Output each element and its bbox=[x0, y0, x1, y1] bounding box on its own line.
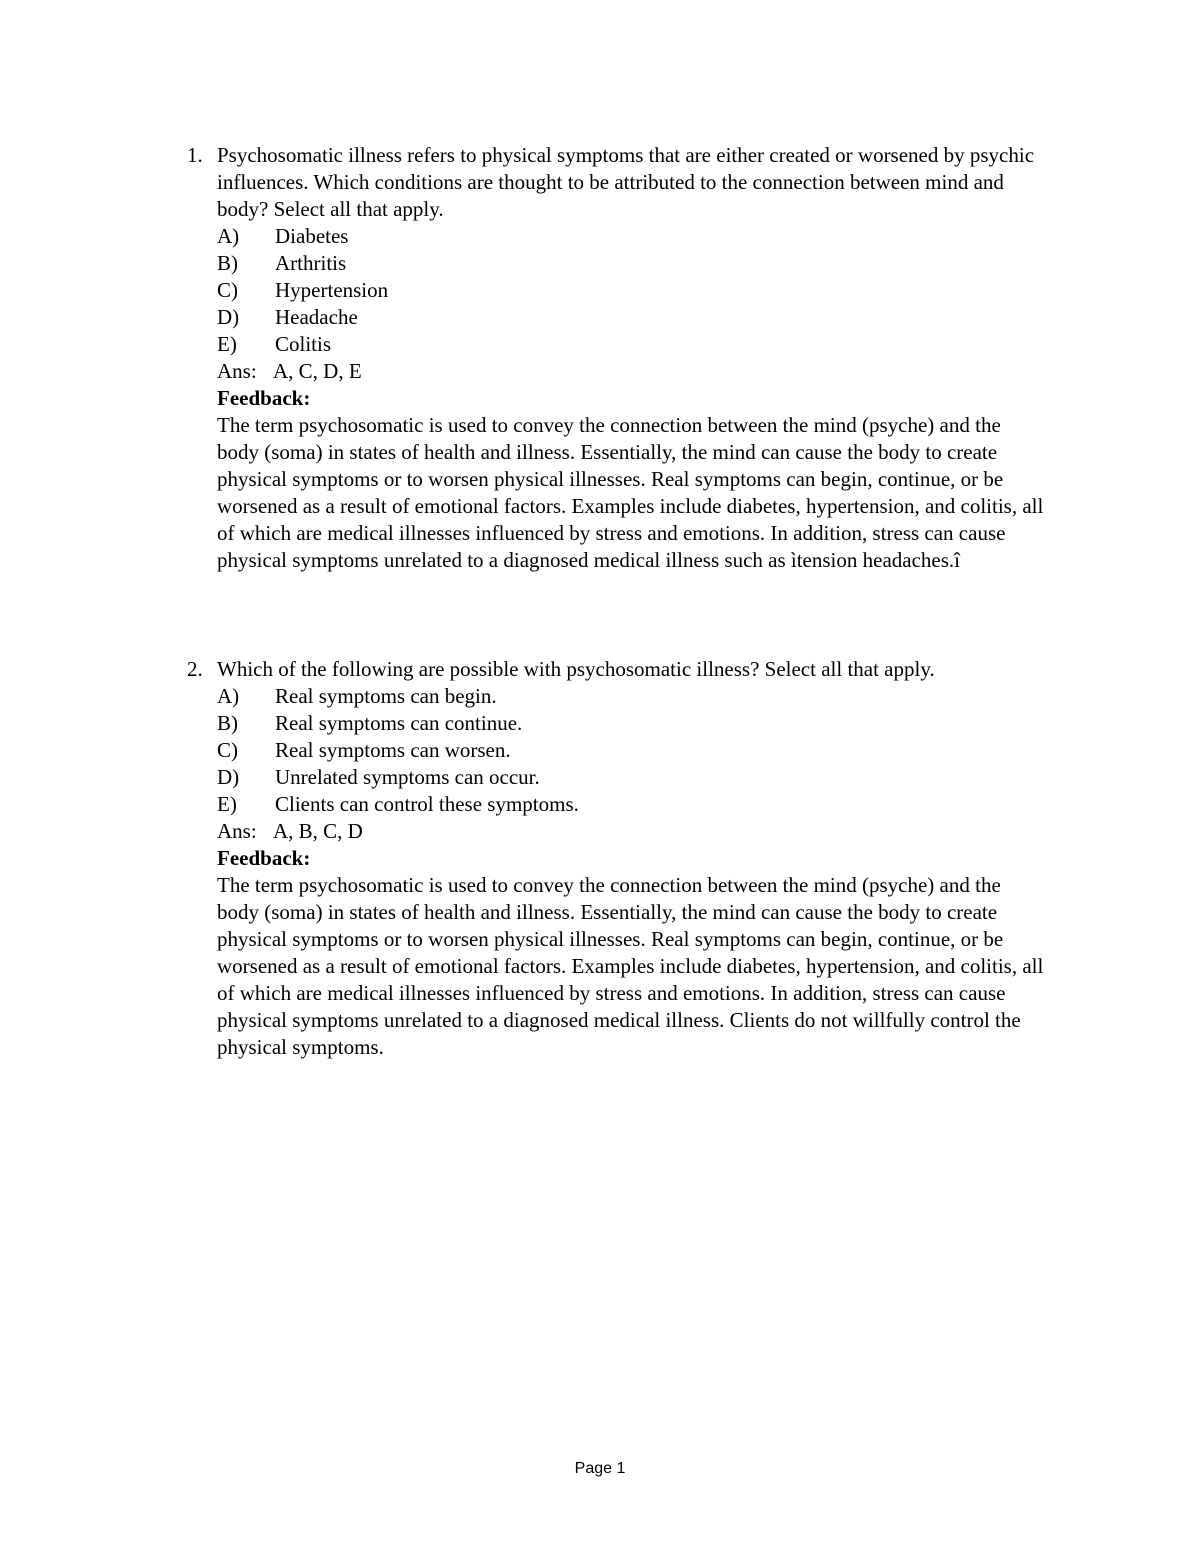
option-text: Real symptoms can begin. bbox=[275, 684, 497, 708]
question-number: 1. bbox=[187, 143, 203, 167]
question-stem: Which of the following are possible with psychosomatic illness? Select all that apply. bbox=[217, 657, 935, 681]
feedback-text: The term psychosomatic is used to convey the connection between the mind (psyche) and the body (soma) in states of health and illness. Essentially, the mind can cause the body to create physical symptoms or to worsen physical illnesses. Real symptoms can begin, continue, or be worsened as a result of emotional factors. Examples include diabetes, hypertension, and colitis, all of which are medical illnesses influenced by stress and emotions. In addition, stress can cause physical symptoms unrelated to a diagnosed medical illness. Clients do not willfully control the physical symptoms. bbox=[217, 873, 1044, 1059]
option-text: Hypertension bbox=[275, 278, 389, 302]
answer-options bbox=[217, 683, 1047, 818]
option-text: Arthritis bbox=[275, 251, 347, 275]
option-d bbox=[217, 304, 1047, 331]
option-letter: E) bbox=[217, 332, 237, 356]
feedback-text: The term psychosomatic is used to convey the connection between the mind (psyche) and the body (soma) in states of health and illness. Essentially, the mind can cause the body to create physical symptoms or to worsen physical illnesses. Real symptoms can begin, continue, or be worsened as a result of emotional factors. Examples include diabetes, hypertension, and colitis, all of which are medical illnesses influenced by stress and emotions. In addition, stress can cause physical symptoms unrelated to a diagnosed medical illness such as ìtension headaches.î bbox=[217, 413, 1044, 572]
option-text: Real symptoms can continue. bbox=[275, 711, 523, 735]
answer-key bbox=[217, 818, 1047, 845]
question-row bbox=[187, 656, 1047, 1061]
option-letter: A) bbox=[217, 224, 240, 248]
option-letter: E) bbox=[217, 792, 237, 816]
answer-options bbox=[217, 223, 1047, 358]
option-text: Clients can control these symptoms. bbox=[275, 792, 579, 816]
answer-value: A, B, C, D bbox=[273, 819, 363, 843]
option-text: Colitis bbox=[275, 332, 332, 356]
feedback-heading: Feedback: bbox=[217, 386, 311, 410]
option-a bbox=[217, 223, 1047, 250]
option-b bbox=[217, 250, 1047, 277]
question-number: 2. bbox=[187, 657, 203, 681]
option-text: Unrelated symptoms can occur. bbox=[275, 765, 540, 789]
question-body bbox=[217, 142, 1047, 574]
question-row bbox=[187, 142, 1047, 574]
question-2 bbox=[187, 656, 1047, 1061]
option-a bbox=[217, 683, 1047, 710]
answer-label: Ans: bbox=[217, 819, 257, 843]
option-letter: B) bbox=[217, 251, 238, 275]
option-d bbox=[217, 764, 1047, 791]
question-body bbox=[217, 656, 1047, 1061]
option-letter: C) bbox=[217, 278, 238, 302]
page-footer: Page 1 bbox=[574, 1460, 626, 1477]
option-text: Diabetes bbox=[275, 224, 349, 248]
option-e bbox=[217, 791, 1047, 818]
question-stem: Psychosomatic illness refers to physical symptoms that are either created or worsened by psychic influences. Which conditions are thought to be attributed to the connection between mind and body? Select all that apply. bbox=[217, 143, 1035, 221]
option-text: Real symptoms can worsen. bbox=[275, 738, 511, 762]
option-letter: A) bbox=[217, 684, 240, 708]
option-letter: D) bbox=[217, 765, 240, 789]
question-1 bbox=[187, 142, 1047, 574]
option-text: Headache bbox=[275, 305, 358, 329]
option-c bbox=[217, 277, 1047, 304]
option-b bbox=[217, 710, 1047, 737]
answer-key bbox=[217, 358, 1047, 385]
answer-label: Ans: bbox=[217, 359, 257, 383]
option-c bbox=[217, 737, 1047, 764]
option-letter: D) bbox=[217, 305, 240, 329]
option-letter: B) bbox=[217, 711, 238, 735]
feedback-heading: Feedback: bbox=[217, 846, 311, 870]
option-letter: C) bbox=[217, 738, 238, 762]
answer-value: A, C, D, E bbox=[273, 359, 362, 383]
option-e bbox=[217, 331, 1047, 358]
